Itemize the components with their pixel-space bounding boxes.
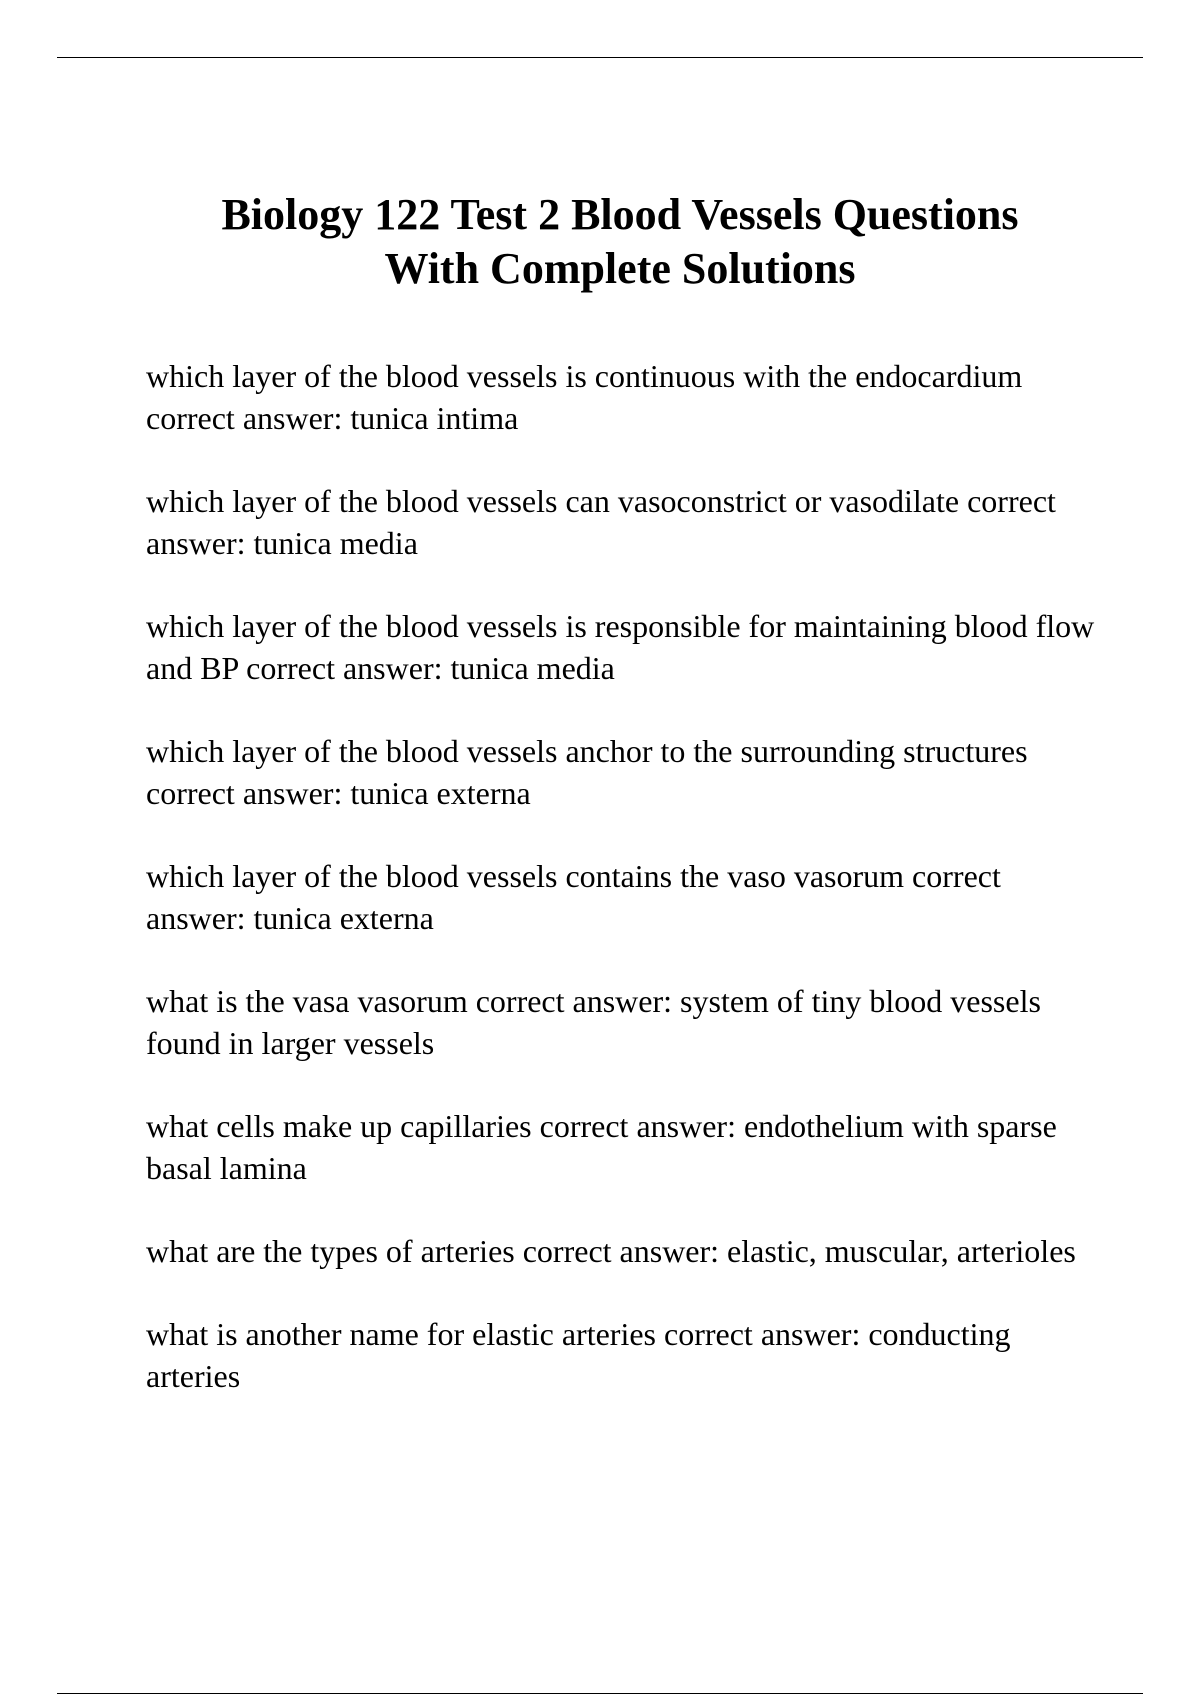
title-line-2: With Complete Solutions bbox=[384, 244, 856, 293]
question-item: which layer of the blood vessels is continuous with the endocardium correct answer: tunica intima bbox=[146, 358, 1023, 436]
top-rule bbox=[57, 57, 1143, 58]
question-item: which layer of the blood vessels contains the vaso vasorum correct answer: tunica externa bbox=[146, 858, 1001, 936]
question-item: what is the vasa vasorum correct answer: system of tiny blood vessels found in larger vessels bbox=[146, 983, 1041, 1061]
question-list bbox=[146, 355, 1106, 1438]
question-item: which layer of the blood vessels can vasoconstrict or vasodilate correct answer: tunica media bbox=[146, 483, 1056, 561]
bottom-rule bbox=[57, 1693, 1143, 1694]
question-item: what is another name for elastic arteries correct answer: conducting arteries bbox=[146, 1316, 1011, 1394]
question-item: which layer of the blood vessels is responsible for maintaining blood flow and BP correct answer: tunica media bbox=[146, 608, 1095, 686]
page-title bbox=[90, 188, 1150, 296]
title-line-1: Biology 122 Test 2 Blood Vessels Questions bbox=[221, 190, 1019, 239]
question-item: what cells make up capillaries correct answer: endothelium with sparse basal lamina bbox=[146, 1108, 1057, 1186]
question-item: what are the types of arteries correct answer: elastic, muscular, arterioles bbox=[146, 1233, 1076, 1269]
question-item: which layer of the blood vessels anchor to the surrounding structures correct answer: tunica externa bbox=[146, 733, 1028, 811]
